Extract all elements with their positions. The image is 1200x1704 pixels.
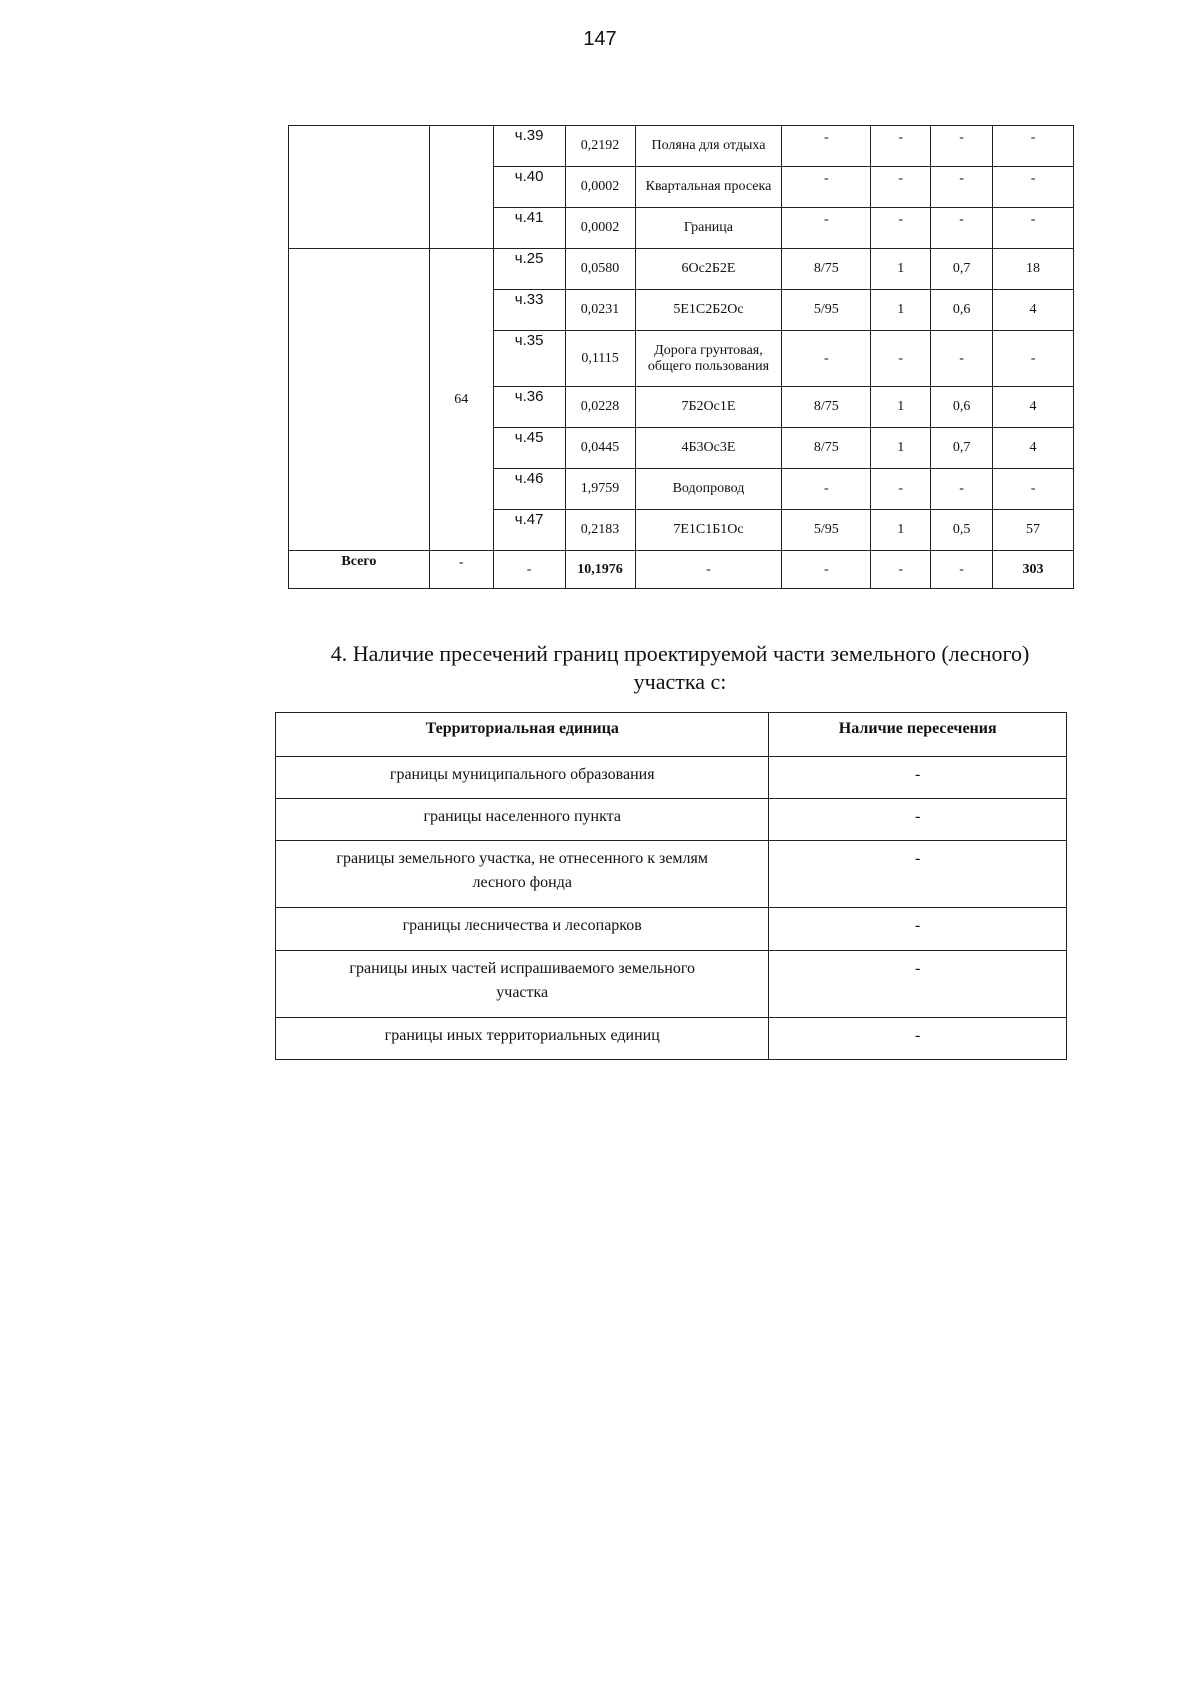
value-cell: -: [782, 208, 871, 249]
territorial-unit-cell: границы земельного участка, не отнесенного к землям лесного фонда: [276, 841, 769, 908]
value-cell: -: [993, 126, 1074, 167]
value-cell: 18: [993, 249, 1074, 290]
part-number: ч.45: [493, 428, 565, 469]
total-value-cell: -: [931, 551, 993, 589]
part-number: ч.47: [493, 510, 565, 551]
value-cell: -: [782, 126, 871, 167]
value-cell: 0,7: [931, 428, 993, 469]
territorial-unit-cell: границы иных территориальных единиц: [276, 1018, 769, 1060]
intersection-value-cell: -: [769, 799, 1067, 841]
value-cell: 4: [993, 428, 1074, 469]
value-cell: -: [931, 469, 993, 510]
column-header-intersection: Наличие пересечения: [769, 713, 1067, 757]
table-cell-empty: [429, 126, 493, 249]
territorial-unit-cell: границы лесничества и лесопарков: [276, 908, 769, 951]
table-row: [276, 908, 1067, 951]
description-cell: Водопровод: [635, 469, 782, 510]
description-cell: 7Е1С1Б1Ос: [635, 510, 782, 551]
value-cell: -: [931, 167, 993, 208]
territorial-unit-cell: границы населенного пункта: [276, 799, 769, 841]
part-number: ч.36: [493, 387, 565, 428]
kvartal-number: 64: [429, 249, 493, 551]
value-cell: -: [782, 331, 871, 387]
description-cell: Дорога грунтовая, общего пользования: [635, 331, 782, 387]
value-cell: 4: [993, 290, 1074, 331]
value-cell: 5/95: [782, 510, 871, 551]
description-cell: Квартальная просека: [635, 167, 782, 208]
table-row: [276, 951, 1067, 1018]
description-cell: 6Ос2Б2Е: [635, 249, 782, 290]
value-cell: 8/75: [782, 428, 871, 469]
value-cell: 8/75: [782, 387, 871, 428]
value-cell: -: [931, 331, 993, 387]
part-number: ч.35: [493, 331, 565, 387]
total-desc: -: [635, 551, 782, 589]
part-number: ч.46: [493, 469, 565, 510]
value-cell: 4: [993, 387, 1074, 428]
part-number: ч.39: [493, 126, 565, 167]
part-number: ч.41: [493, 208, 565, 249]
table-cell-empty: [289, 126, 430, 249]
territorial-unit-cell: границы иных частей испрашиваемого земельного участка: [276, 951, 769, 1018]
table-row: [276, 841, 1067, 908]
description-cell: Граница: [635, 208, 782, 249]
value-cell: -: [931, 126, 993, 167]
table-row: [276, 799, 1067, 841]
area-cell: 0,0231: [565, 290, 635, 331]
column-header-unit: Территориальная единица: [276, 713, 769, 757]
value-cell: 57: [993, 510, 1074, 551]
intersection-value-cell: -: [769, 1018, 1067, 1060]
table-row: [289, 249, 1074, 290]
total-label: Всего: [289, 551, 430, 589]
area-cell: 0,0002: [565, 208, 635, 249]
area-cell: 1,9759: [565, 469, 635, 510]
area-cell: 0,0580: [565, 249, 635, 290]
total-sum: 303: [993, 551, 1074, 589]
part-number: ч.33: [493, 290, 565, 331]
page-number: 147: [583, 28, 617, 50]
description-cell: Поляна для отдыха: [635, 126, 782, 167]
value-cell: 1: [871, 510, 931, 551]
area-cell: 0,2192: [565, 126, 635, 167]
intersections-table: [275, 712, 1067, 1060]
area-cell: 0,0002: [565, 167, 635, 208]
total-value-cell: -: [871, 551, 931, 589]
total-row: [289, 551, 1074, 589]
area-cell: 0,2183: [565, 510, 635, 551]
table-cell-empty: [289, 249, 430, 551]
part-number: ч.40: [493, 167, 565, 208]
value-cell: 0,5: [931, 510, 993, 551]
area-cell: 0,0228: [565, 387, 635, 428]
territorial-unit-cell: границы муниципального образования: [276, 757, 769, 799]
intersection-value-cell: -: [769, 951, 1067, 1018]
area-cell: 0,0445: [565, 428, 635, 469]
value-cell: 0,6: [931, 387, 993, 428]
section-heading-line-1: 4. Наличие пресечений границ проектируемой части земельного (лесного): [330, 641, 1030, 666]
value-cell: 1: [871, 428, 931, 469]
value-cell: 1: [871, 249, 931, 290]
table-row: [276, 1018, 1067, 1060]
total-kv: -: [429, 551, 493, 589]
value-cell: 1: [871, 290, 931, 331]
value-cell: -: [871, 208, 931, 249]
value-cell: 1: [871, 387, 931, 428]
value-cell: -: [993, 331, 1074, 387]
value-cell: 8/75: [782, 249, 871, 290]
value-cell: 5/95: [782, 290, 871, 331]
value-cell: -: [993, 469, 1074, 510]
section-heading: [300, 640, 1060, 696]
section-heading-line-2: участка с:: [633, 669, 727, 694]
value-cell: -: [871, 331, 931, 387]
value-cell: -: [993, 208, 1074, 249]
table-row: [276, 757, 1067, 799]
value-cell: 0,7: [931, 249, 993, 290]
value-cell: -: [782, 469, 871, 510]
value-cell: 0,6: [931, 290, 993, 331]
forest-parts-table: [288, 125, 1074, 589]
value-cell: -: [993, 167, 1074, 208]
description-cell: 5Е1С2Б2Ос: [635, 290, 782, 331]
value-cell: -: [931, 208, 993, 249]
value-cell: -: [871, 126, 931, 167]
table-row: [289, 126, 1074, 167]
total-value-cell: -: [782, 551, 871, 589]
total-part: -: [493, 551, 565, 589]
value-cell: -: [782, 167, 871, 208]
value-cell: -: [871, 469, 931, 510]
intersection-value-cell: -: [769, 757, 1067, 799]
value-cell: -: [871, 167, 931, 208]
area-cell: 0,1115: [565, 331, 635, 387]
part-number: ч.25: [493, 249, 565, 290]
intersection-value-cell: -: [769, 841, 1067, 908]
description-cell: 7Б2Ос1Е: [635, 387, 782, 428]
table-header-row: [276, 713, 1067, 757]
intersection-value-cell: -: [769, 908, 1067, 951]
total-area: 10,1976: [565, 551, 635, 589]
description-cell: 4Б3Ос3Е: [635, 428, 782, 469]
